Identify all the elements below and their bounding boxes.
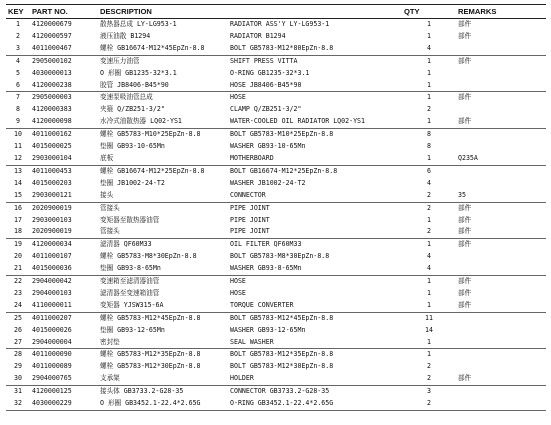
row-key: 15 — [14, 190, 22, 199]
parts-table — [6, 4, 546, 411]
row-key: 9 — [16, 117, 20, 126]
row-key: 7 — [6, 92, 30, 104]
row-qty: 14 — [425, 325, 433, 334]
row-qty: 1 — [427, 20, 431, 28]
row-qty: 4 — [427, 252, 431, 261]
table-row — [6, 239, 546, 251]
row-key: 32 — [6, 398, 30, 410]
row-description-cn: 垫圈 JB1002-24-T2 — [100, 178, 165, 187]
table-row — [6, 92, 546, 104]
row-key: 2 — [16, 31, 20, 40]
row-remarks: 部件 — [458, 300, 472, 309]
table-row — [6, 31, 546, 43]
row-description-cn: 螺栓 GB5783-M12*35EpZn-8.8 — [98, 349, 228, 361]
row-description-en: WASHER JB1002-24-T2 — [230, 178, 306, 187]
row-remarks — [456, 165, 546, 177]
row-description-cn: 螺栓 GB5783-M12*30EpZn-8.8 — [100, 362, 201, 371]
row-part-no: 4120000034 — [30, 239, 98, 251]
row-description-cn: 底板 — [100, 153, 114, 162]
row-description-en: MOTHERBOARD — [230, 153, 274, 162]
row-description-en: HOSE — [228, 276, 402, 288]
row-key: 23 — [14, 288, 22, 297]
row-remarks — [456, 129, 546, 141]
row-key: 31 — [6, 386, 30, 398]
row-description-cn: 螺栓 GB5783-M10*25EpZn-8.8 — [98, 129, 228, 141]
row-remarks: 部件 — [456, 276, 546, 288]
row-description-en: PIPE JOINT — [228, 202, 402, 214]
row-key: 17 — [14, 215, 22, 224]
row-key: 14 — [14, 178, 22, 187]
row-part-no: 4015000036 — [32, 264, 72, 273]
row-description-en: SHIFT PRESS VITTA — [228, 55, 402, 67]
row-key: 16 — [6, 202, 30, 214]
row-part-no: 4120000679 — [32, 20, 72, 28]
row-description-cn: 螺栓 GB16674-M12*25EpZn-8.8 — [98, 165, 228, 177]
row-description-en: RADIATOR B1294 — [230, 31, 286, 40]
table-row — [6, 300, 546, 312]
row-remarks — [456, 386, 546, 398]
row-description-cn: 滤清器至变速箱油管 — [100, 288, 160, 297]
row-description-cn: 垫圈 GB93-12-65Mn — [100, 325, 165, 334]
table-row — [6, 43, 546, 55]
table-row — [6, 337, 546, 349]
row-part-no: 4030000013 — [32, 68, 72, 77]
parts-list-sheet — [6, 4, 546, 411]
row-description-en: BOLT GB5783-M8*30EpZn-8.8 — [230, 252, 330, 261]
row-part-no: 2904000042 — [30, 276, 98, 288]
row-qty: 1 — [427, 68, 431, 77]
row-qty: 3 — [402, 386, 456, 398]
row-key: 22 — [6, 276, 30, 288]
table-row — [6, 386, 546, 398]
row-key: 8 — [16, 105, 20, 114]
row-part-no: 2904000765 — [32, 374, 72, 383]
row-key: 18 — [14, 227, 22, 236]
row-qty: 4 — [427, 178, 431, 187]
row-key: 5 — [16, 68, 20, 77]
table-row — [6, 153, 546, 165]
table-row — [6, 104, 546, 116]
row-description-en: TORQUE CONVERTER — [230, 300, 294, 309]
row-description-cn: 支承架 — [100, 374, 120, 383]
row-qty: 11 — [402, 312, 456, 324]
row-description-cn: 螺栓 GB5783-M12*45EpZn-8.8 — [98, 312, 228, 324]
row-part-no: 2903000121 — [32, 190, 72, 199]
row-remarks: 部件 — [458, 374, 472, 383]
row-description-cn: O 形圈 GB3452.1-22.4*2.65G — [98, 398, 228, 410]
row-description-en: O-RING GB1235-32*3.1 — [230, 68, 310, 77]
row-remarks: 部件 — [458, 117, 472, 126]
row-remarks — [456, 337, 546, 349]
row-qty: 1 — [427, 300, 431, 309]
row-qty: 4 — [427, 264, 431, 273]
row-remarks: 部件 — [456, 92, 546, 104]
row-remarks — [456, 263, 546, 275]
row-description-cn: 螺栓 GB16674-M12*45EpZn-8.8 — [100, 43, 205, 52]
row-remarks — [456, 80, 546, 92]
row-description-en: PIPE JOINT — [230, 215, 270, 224]
row-key: 13 — [6, 165, 30, 177]
table-row — [6, 80, 546, 92]
row-qty: 1 — [427, 215, 431, 224]
row-remarks — [456, 398, 546, 410]
table-row — [6, 276, 546, 288]
row-description-en: WASHER GB93-12-65Mn — [230, 325, 306, 334]
row-remarks — [456, 325, 546, 337]
header-qty: QTY — [402, 5, 456, 19]
row-qty: 2 — [427, 105, 431, 114]
row-remarks: 部件 — [458, 20, 472, 28]
row-description-cn: 变矩器至散热器油管 — [100, 215, 160, 224]
row-part-no: 4015000026 — [32, 325, 72, 334]
table-row — [6, 178, 546, 190]
row-part-no: 2903000103 — [32, 215, 72, 224]
row-description-en: BOLT GB16674-M12*25EpZn-8.8 — [228, 165, 402, 177]
row-remarks — [456, 43, 546, 55]
table-row — [6, 349, 546, 361]
table-row — [6, 129, 546, 141]
table-row — [6, 55, 546, 67]
row-remarks — [456, 141, 546, 153]
row-part-no: 4120000125 — [30, 386, 98, 398]
table-body — [6, 19, 546, 411]
row-qty: 4 — [427, 43, 431, 52]
row-part-no: 4120000597 — [32, 31, 72, 40]
row-remarks: 部件 — [456, 202, 546, 214]
row-part-no: 4011000453 — [30, 165, 98, 177]
table-row — [6, 215, 546, 227]
row-qty: 1 — [427, 31, 431, 40]
row-qty: 6 — [402, 165, 456, 177]
row-key: 21 — [14, 264, 22, 273]
row-key: 28 — [6, 349, 30, 361]
row-key: 26 — [14, 325, 22, 334]
row-remarks: 部件 — [458, 31, 472, 40]
row-qty: 1 — [427, 153, 431, 162]
row-remarks: 部件 — [456, 239, 546, 251]
row-key: 27 — [14, 337, 22, 346]
row-part-no: 4011000467 — [32, 43, 72, 52]
row-remarks: 部件 — [458, 227, 472, 236]
row-description-en: WATER-COOLED OIL RADIATOR LQ02-YS1 — [230, 117, 365, 126]
row-description-cn: 滤清器 QF60M33 — [98, 239, 228, 251]
table-row — [6, 68, 546, 80]
row-key: 19 — [6, 239, 30, 251]
row-remarks — [456, 251, 546, 263]
row-description-cn: 接头 — [100, 190, 114, 199]
row-remarks — [456, 349, 546, 361]
row-key: 11 — [14, 142, 22, 151]
row-description-cn: 变矩器 YJSW315-6A — [100, 300, 164, 309]
row-remarks — [456, 312, 546, 324]
row-description-en: HOSE — [230, 288, 246, 297]
row-qty: 1 — [402, 55, 456, 67]
table-row — [6, 398, 546, 410]
row-description-cn: 变速泵吸油管总成 — [98, 92, 228, 104]
row-remarks: 35 — [458, 190, 466, 199]
row-part-no: 2905000003 — [30, 92, 98, 104]
row-description-en: OIL FILTER QF60M33 — [228, 239, 402, 251]
row-part-no: 2905000102 — [30, 55, 98, 67]
row-part-no: 4011000089 — [32, 362, 72, 371]
row-description-en: BOLT GB5783-M10*25EpZn-8.8 — [228, 129, 402, 141]
row-remarks: 部件 — [456, 55, 546, 67]
row-qty: 2 — [402, 398, 456, 410]
row-description-cn: 垫圈 GB93-10-65Mn — [100, 142, 165, 151]
table-row — [6, 19, 546, 31]
row-description-en: HOSE JB8406-B45*90 — [230, 80, 302, 89]
table-row — [6, 165, 546, 177]
row-remarks — [456, 178, 546, 190]
row-qty: 2 — [427, 227, 431, 236]
row-part-no: 4120000383 — [32, 105, 72, 114]
row-part-no: 4015000025 — [32, 142, 72, 151]
row-key: 3 — [16, 43, 20, 52]
row-description-cn: 管接头 — [98, 202, 228, 214]
table-row — [6, 312, 546, 324]
row-qty: 1 — [427, 288, 431, 297]
table-row — [6, 190, 546, 202]
row-description-cn: 水冷式油散热器 LQ02-YS1 — [100, 117, 182, 126]
header-description: DESCRIPTION — [98, 5, 402, 19]
row-description-en: CONNECTOR — [230, 190, 266, 199]
table-row — [6, 116, 546, 128]
header-key: KEY — [6, 5, 30, 19]
table-row — [6, 202, 546, 214]
header-part-no: PART NO. — [30, 5, 98, 19]
row-key: 1 — [16, 20, 20, 28]
header-remarks: REMARKS — [456, 5, 546, 19]
row-part-no: 4015000203 — [32, 178, 72, 187]
row-key: 30 — [14, 374, 22, 383]
row-description-en: BOLT GB5783-M12*35EpZn-8.8 — [228, 349, 402, 361]
row-part-no: 4120000238 — [32, 80, 72, 89]
row-description-en: HOSE — [228, 92, 402, 104]
row-qty: 2 — [427, 374, 431, 383]
row-description-en: HOLDER — [230, 374, 254, 383]
row-description-cn: 液压油散 B1294 — [100, 31, 151, 40]
row-qty: 1 — [427, 117, 431, 126]
row-qty: 8 — [402, 129, 456, 141]
row-qty: 8 — [427, 142, 431, 151]
table-row — [6, 251, 546, 263]
row-description-cn: 管接头 — [100, 227, 120, 236]
row-remarks: 部件 — [458, 288, 472, 297]
row-part-no: 2904000103 — [32, 288, 72, 297]
table-row — [6, 361, 546, 373]
row-remarks: Q235A — [458, 153, 478, 162]
row-remarks — [456, 68, 546, 80]
table-header-row — [6, 5, 546, 19]
row-part-no: 4011000090 — [30, 349, 98, 361]
row-part-no: 4110000011 — [32, 300, 72, 309]
row-description-cn: 密封垫 — [100, 337, 120, 346]
row-description-en: BOLT GB5783-M12*30EpZn-8.8 — [230, 362, 334, 371]
row-qty: 1 — [402, 349, 456, 361]
row-key: 24 — [14, 300, 22, 309]
row-description-en: RADIATOR ASS'Y LY-LG953-1 — [230, 20, 330, 28]
row-key: 12 — [14, 153, 22, 162]
row-description-cn: 变速箱至滤清器油管 — [98, 276, 228, 288]
row-part-no: 2903000104 — [32, 153, 72, 162]
row-part-no: 2020900019 — [32, 227, 72, 236]
row-qty: 1 — [402, 92, 456, 104]
table-row — [6, 288, 546, 300]
row-qty: 1 — [402, 239, 456, 251]
row-description-en: CONNECTOR GB3733.2-G28-35 — [228, 386, 402, 398]
row-qty: 1 — [427, 80, 431, 89]
row-description-en: BOLT GB5783-M12*80EpZn-8.8 — [230, 43, 334, 52]
row-qty: 2 — [427, 190, 431, 199]
row-description-en: BOLT GB5783-M12*45EpZn-8.8 — [228, 312, 402, 324]
table-row — [6, 226, 546, 238]
row-part-no: 4011000107 — [32, 252, 72, 261]
row-description-en: WASHER GB93-10-65Mn — [230, 142, 306, 151]
row-key: 10 — [6, 129, 30, 141]
row-part-no: 2904000004 — [32, 337, 72, 346]
row-key: 29 — [14, 362, 22, 371]
row-part-no: 4120000098 — [32, 117, 72, 126]
table-row — [6, 373, 546, 385]
row-qty: 1 — [427, 337, 431, 346]
row-key: 4 — [6, 55, 30, 67]
row-remarks — [456, 361, 546, 373]
row-description-cn: 散热器总成 LY-LG953-1 — [100, 20, 177, 28]
row-part-no: 4011000207 — [30, 312, 98, 324]
row-part-no: 4011000162 — [30, 129, 98, 141]
row-description-en: SEAL WASHER — [230, 337, 274, 346]
row-description-cn: 接头体 GB3733.2-G28-35 — [98, 386, 228, 398]
row-description-cn: 变速压力油管 — [98, 55, 228, 67]
row-key: 25 — [6, 312, 30, 324]
row-qty: 1 — [402, 276, 456, 288]
table-row — [6, 325, 546, 337]
row-description-en: O-RING GB3452.1-22.4*2.65G — [228, 398, 402, 410]
row-key: 6 — [16, 80, 20, 89]
row-description-cn: O 形圈 GB1235-32*3.1 — [100, 68, 177, 77]
row-key: 20 — [14, 252, 22, 261]
row-qty: 2 — [402, 202, 456, 214]
row-part-no: 4030000229 — [30, 398, 98, 410]
table-row — [6, 141, 546, 153]
row-description-cn: 螺栓 GB5783-M8*30EpZn-8.8 — [100, 252, 197, 261]
row-description-en: CLAMP Q/ZB251-3/2" — [230, 105, 302, 114]
row-description-cn: 胶管 JB8406-B45*90 — [100, 80, 169, 89]
row-remarks: 部件 — [458, 215, 472, 224]
row-qty: 2 — [427, 362, 431, 371]
row-description-cn: 垫圈 GB93-8-65Mn — [100, 264, 161, 273]
row-description-en: WASHER GB93-8-65Mn — [230, 264, 302, 273]
row-part-no: 2020900019 — [30, 202, 98, 214]
row-description-cn: 夹箍 Q/ZB251-3/2" — [100, 105, 165, 114]
row-remarks — [456, 104, 546, 116]
row-description-en: PIPE JOINT — [230, 227, 270, 236]
table-row — [6, 263, 546, 275]
